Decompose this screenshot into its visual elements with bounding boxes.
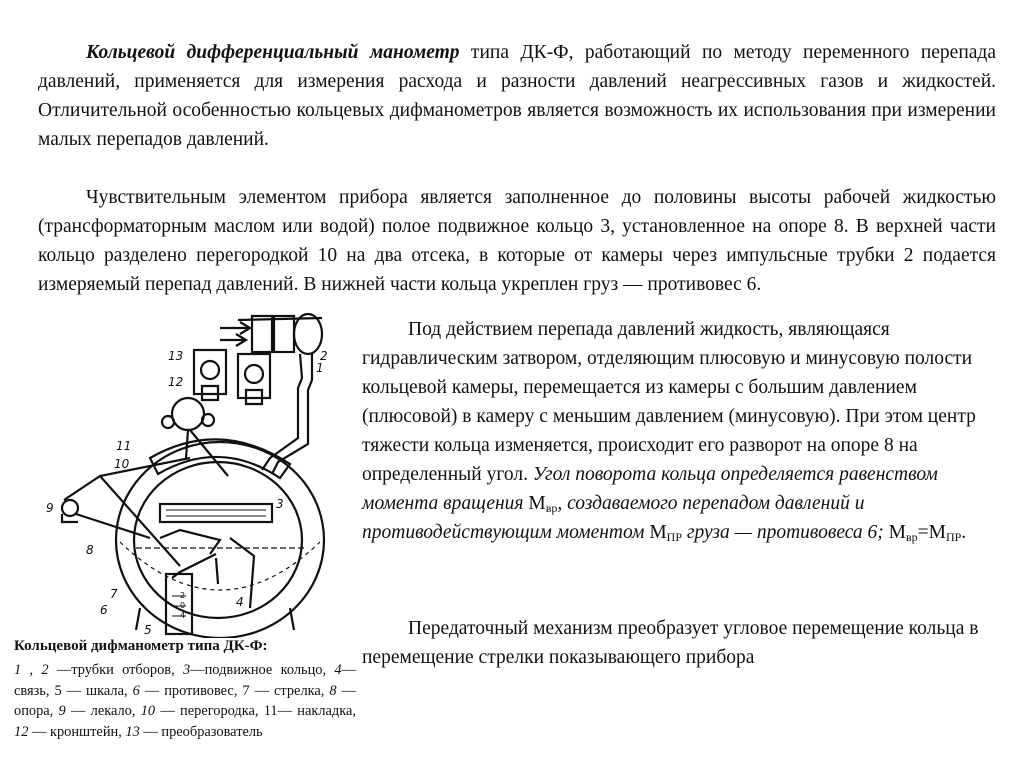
operation-italic-2: , создаваемого перепадом давлений и противодействующим моментом bbox=[362, 493, 865, 543]
legend-number: 4 bbox=[334, 662, 342, 678]
label-3: 3 bbox=[276, 497, 284, 511]
legend-text: —связь, 5 — шкала, bbox=[14, 662, 356, 699]
label-10: 10 bbox=[114, 457, 130, 471]
figure-caption-title: Кольцевой дифманометр типа ДК-Ф: bbox=[14, 638, 268, 654]
counterweight-arm bbox=[216, 558, 218, 584]
label-1: 1 bbox=[316, 361, 324, 375]
legend-number: 12 bbox=[14, 723, 29, 740]
scale-mark: 2 bbox=[180, 591, 186, 600]
paragraph-sensing-element bbox=[38, 183, 996, 299]
legend-number: 13 bbox=[125, 723, 140, 740]
moment-symbol: М bbox=[888, 522, 906, 543]
bracket-arm bbox=[186, 430, 228, 476]
transmission-text: Передаточный механизм преобразует угловое перемещение кольца в перемещение стрелки показывающего прибора bbox=[362, 618, 979, 668]
legend-number: 6 bbox=[132, 682, 140, 699]
legend-number: 9 bbox=[58, 703, 66, 720]
converter-right bbox=[238, 354, 270, 404]
label-5: 5 bbox=[144, 623, 152, 637]
legend-text: —подвижное кольцо, bbox=[190, 662, 335, 678]
legend-number: 10 bbox=[140, 703, 156, 720]
legend-text: — противовес, 7 — стрелка, bbox=[139, 682, 330, 699]
moment-subscript: ПР bbox=[666, 530, 683, 544]
legend-number: 3 bbox=[183, 662, 191, 678]
converter-left bbox=[194, 350, 226, 400]
moment-symbol: М bbox=[528, 493, 546, 514]
figure-caption-legend bbox=[14, 660, 356, 742]
label-6: 6 bbox=[100, 603, 108, 617]
device-name: Кольцевой дифференциальный манометр bbox=[86, 42, 460, 63]
operation-italic-3: груза — противовеса 6; bbox=[682, 522, 884, 543]
label-4: 4 bbox=[236, 595, 244, 609]
scale-mark: 0 bbox=[180, 601, 186, 610]
label-12: 12 bbox=[168, 375, 184, 389]
legend-text: — лекало, bbox=[65, 703, 141, 720]
pressure-chamber bbox=[238, 314, 322, 354]
label-9: 9 bbox=[46, 501, 54, 515]
label-7: 7 bbox=[110, 587, 118, 601]
legend-number: 8 bbox=[329, 682, 337, 699]
cam bbox=[62, 500, 78, 516]
legend-number: 2 bbox=[41, 662, 49, 678]
paragraph-operation bbox=[362, 315, 996, 547]
scale-mark: 4 bbox=[180, 611, 186, 620]
operation-text: Под действием перепада давлений жидкость, являющаяся гидравлическим затвором, отделяющим плюсовую и минусовую полости кольцевой камеры, перемещается из камеры с большим давлением (плюсовой) в камеру с меньшим давлением (минусовую). При этом центр тяжести кольца изменяется, происходит его разворот на опоре 8 на определенный угол. bbox=[362, 319, 976, 485]
legend-text: , bbox=[21, 662, 42, 678]
legend-text: — опора, bbox=[14, 682, 356, 720]
support bbox=[160, 530, 220, 554]
legend-text: —трубки отборов, bbox=[48, 662, 183, 678]
moment-subscript: ПР bbox=[946, 530, 962, 544]
label-8: 8 bbox=[86, 543, 94, 557]
inlet-arrow-icon bbox=[220, 322, 250, 334]
period: . bbox=[961, 522, 967, 543]
sensing-text: Чувствительным элементом прибора является заполненное до половины высоты рабочей жидкостью (трансформаторным маслом или водой) полое подвижное кольцо 3, установленное на опоре 8. В верхней части кольцо разделено перегородкой 10 на два отсека, в которые от камеры через импульсные трубки 2 подается измеряемый перепад давлений. В нижней части кольца укреплен груз — противовес 6. bbox=[38, 187, 996, 295]
moment-subscript: вр bbox=[545, 501, 558, 515]
manometer-diagram bbox=[40, 308, 360, 638]
label-13: 13 bbox=[168, 349, 184, 363]
moment-symbol: М bbox=[928, 522, 946, 543]
intro-text: типа ДК-Ф, работающий по методу переменного перепада давлений, применяется для измерения расхода и разности давлений неагрессивных газов и жидкостей. Отличительной особенностью кольцевых дифманометров является возможность их использования при измерении малых перепадов давлений. bbox=[38, 42, 996, 150]
label-2: 2 bbox=[320, 349, 328, 363]
paragraph-intro bbox=[38, 38, 996, 154]
operation-italic-1: Угол поворота кольца определяется равенством момента вращения bbox=[362, 464, 938, 514]
label-11: 11 bbox=[116, 439, 132, 453]
legend-text: — кронштейн, bbox=[28, 723, 126, 740]
moment-subscript: вр bbox=[905, 530, 918, 544]
bracket-hub bbox=[172, 398, 204, 430]
paragraph-transmission bbox=[362, 614, 996, 672]
moment-symbol: М bbox=[649, 522, 667, 543]
bracket-knob bbox=[162, 416, 174, 428]
inlet-arrow-icon bbox=[220, 334, 246, 346]
partition bbox=[160, 504, 272, 522]
legend-text: — преобразователь bbox=[139, 723, 263, 740]
legend-text: — перегородка, 11— накладка, bbox=[155, 703, 356, 720]
legend-number: 1 bbox=[14, 662, 22, 678]
equals-sign: = bbox=[917, 522, 929, 543]
